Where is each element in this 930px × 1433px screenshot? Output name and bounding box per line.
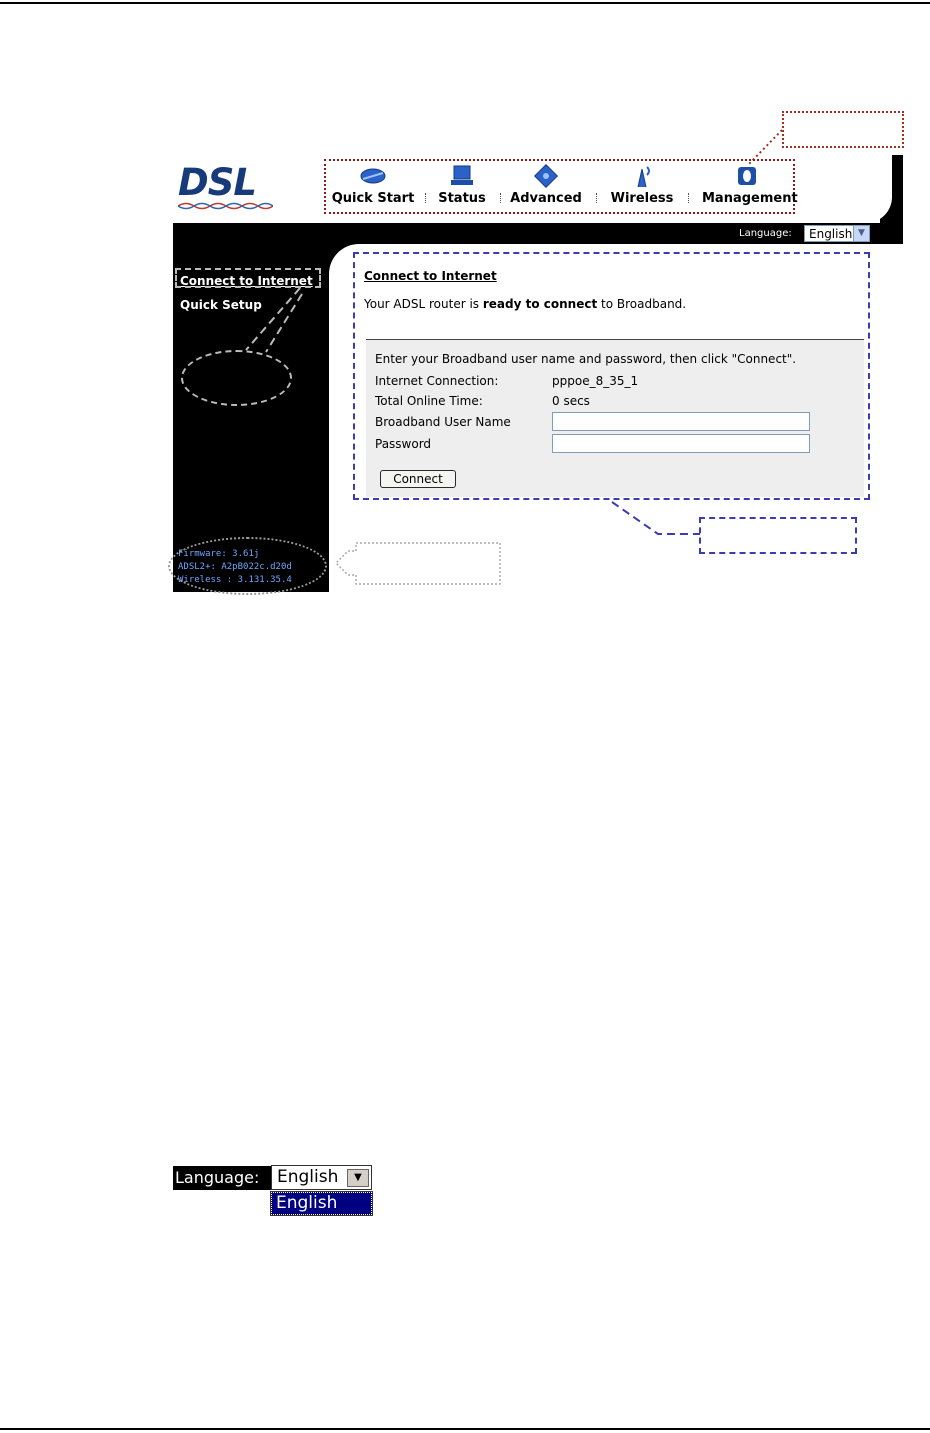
dsl-logo	[178, 163, 278, 215]
sidebar-item-quick-setup[interactable]: Quick Setup	[180, 298, 262, 312]
connect-button[interactable]: Connect	[380, 470, 456, 488]
version-callout-arrow	[334, 541, 502, 586]
sidebar-callout-lines	[240, 286, 320, 356]
page-title: Connect to Internet	[364, 269, 497, 283]
content-callout-line	[608, 500, 703, 540]
management-icon	[733, 163, 761, 189]
language-select-enlarged[interactable]	[271, 1165, 372, 1190]
online-time-value: 0 secs	[552, 394, 590, 408]
logo-text: DSL	[178, 161, 256, 204]
language-value-enlarged: English	[277, 1167, 339, 1187]
nav-quick-start[interactable]	[330, 161, 416, 212]
wireless-version: Wireless : 3.131.35.4	[178, 575, 292, 585]
quick-start-icon	[359, 163, 387, 189]
language-label-enlarged: Language:	[175, 1168, 260, 1187]
nav-wireless[interactable]	[606, 161, 678, 212]
nav-callout-box	[782, 111, 904, 148]
internet-connection-label: Internet Connection:	[375, 374, 499, 388]
version-callout-oval	[168, 537, 327, 595]
nav-label: Management	[702, 191, 798, 206]
instructions: Enter your Broadband user name and password, then click "Connect".	[375, 352, 797, 366]
username-label: Broadband User Name	[375, 415, 511, 429]
language-bar	[173, 223, 903, 244]
nav-management[interactable]	[702, 161, 798, 212]
nav-separator	[500, 193, 501, 203]
bottom-rule	[0, 1428, 930, 1430]
status-pre: Your ADSL router is	[364, 297, 483, 311]
status-icon	[448, 163, 476, 189]
password-label: Password	[375, 437, 432, 451]
sidebar-callout-box	[175, 268, 321, 288]
language-value: English	[809, 227, 853, 241]
chevron-down-icon[interactable]: ▼	[853, 226, 869, 241]
chevron-down-icon[interactable]: ▼	[347, 1169, 369, 1187]
status-post: to Broadband.	[597, 297, 687, 311]
nav-status[interactable]	[434, 161, 490, 212]
language-label: Language:	[739, 228, 792, 239]
top-rule	[0, 2, 930, 4]
sidebar-callout-oval	[181, 350, 292, 406]
nav-separator	[425, 193, 426, 203]
internet-connection-value: pppoe_8_35_1	[552, 374, 639, 388]
adsl-version: ADSL2+: A2pB022c.d20d	[178, 562, 292, 572]
status-bold: ready to connect	[482, 297, 598, 311]
online-time-label: Total Online Time:	[375, 394, 483, 408]
nav-label: Status	[438, 191, 486, 206]
firmware-version: Firmware: 3.61j	[178, 549, 260, 559]
main-nav	[324, 159, 798, 214]
nav-separator	[596, 193, 597, 203]
content-callout-label-box	[699, 517, 857, 554]
nav-advanced[interactable]	[510, 161, 582, 212]
advanced-chip-icon	[532, 163, 560, 189]
logo-wave	[178, 201, 273, 211]
nav-separator	[688, 193, 689, 203]
nav-label: Advanced	[510, 191, 582, 206]
sidebar-item-connect-to-internet[interactable]: Connect to Internet	[180, 274, 313, 288]
language-select[interactable]	[804, 225, 870, 242]
language-option-english[interactable]: English	[271, 1192, 372, 1215]
content-callout-box	[353, 252, 870, 500]
nav-label: Wireless	[610, 191, 674, 206]
nav-label: Quick Start	[331, 191, 415, 206]
wireless-antenna-icon	[628, 163, 656, 189]
